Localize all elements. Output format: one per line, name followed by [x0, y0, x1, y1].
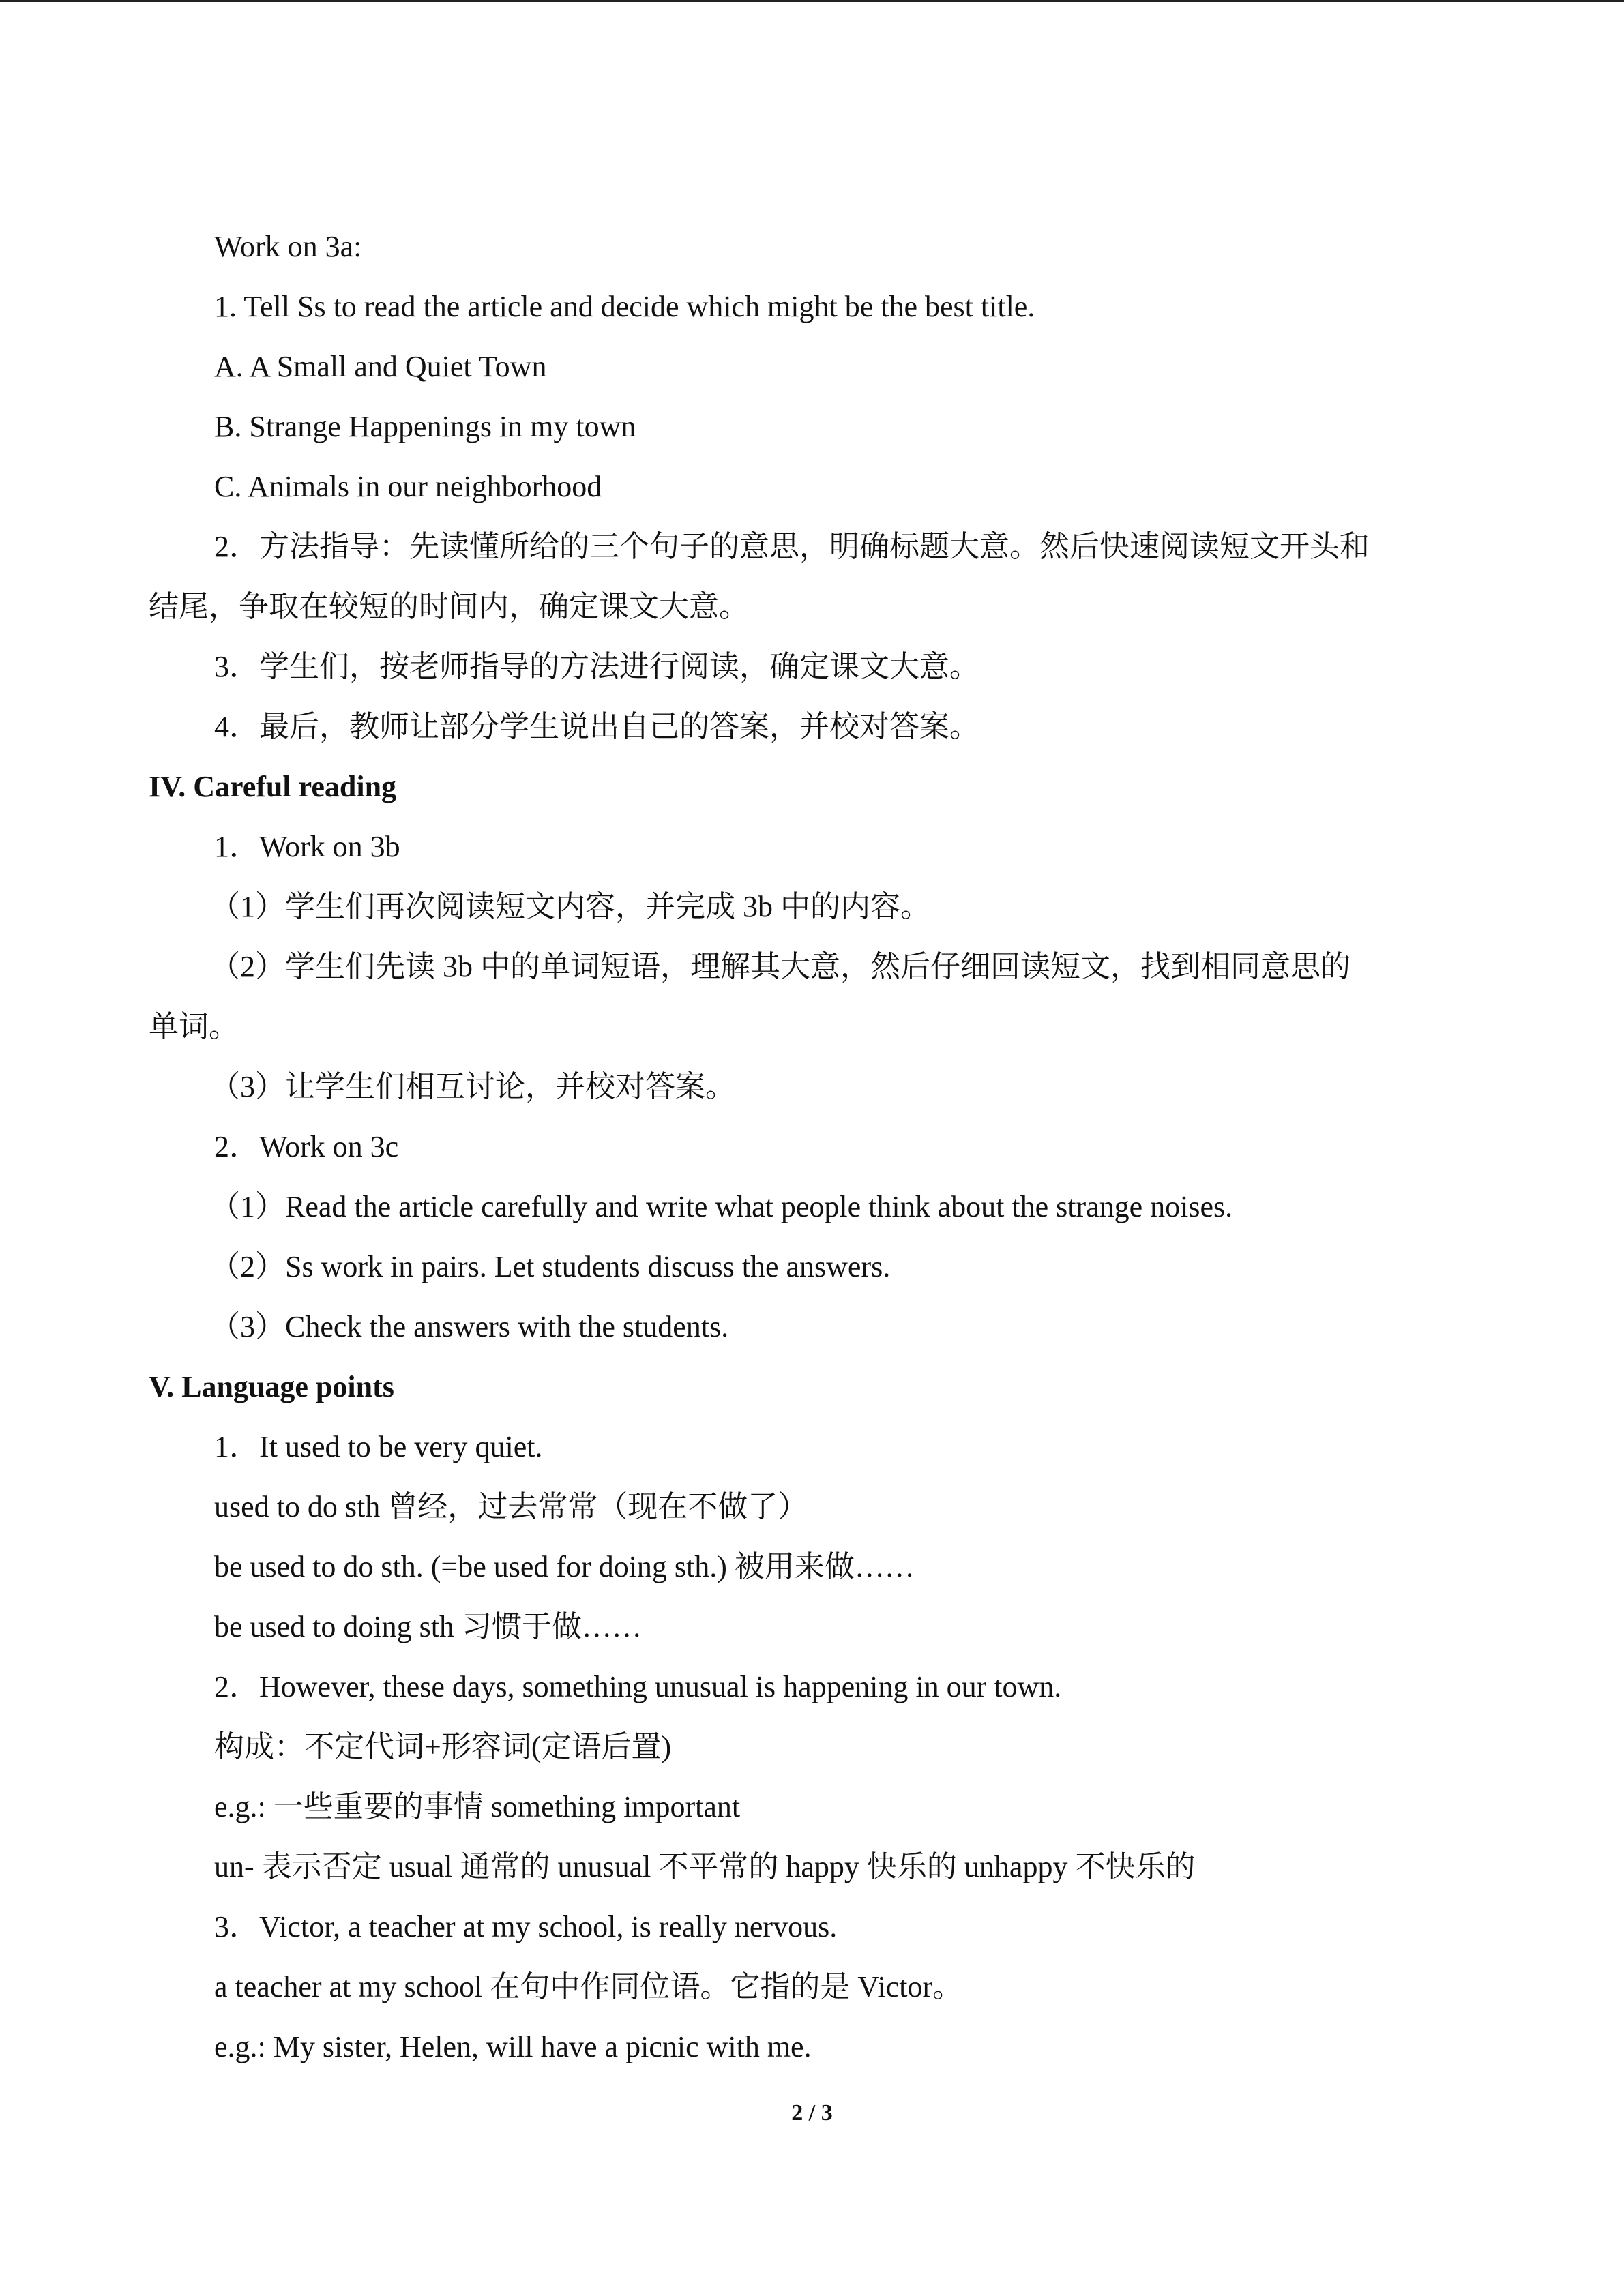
text-line: 2．However, these days, something unusual is happening in our town.	[214, 1670, 1062, 1703]
text-line: Work on 3a:	[214, 230, 362, 263]
text-line: 2．方法指导：先读懂所给的三个句子的意思，明确标题大意。然后快速阅读短文开头和	[214, 530, 1370, 563]
text-line: 构成：不定代词+形容词(定语后置)	[214, 1730, 672, 1763]
text-line: A. A Small and Quiet Town	[214, 350, 547, 383]
text-line: （3）让学生们相互讨论，并校对答案。	[210, 1070, 735, 1103]
text-line: 1．Work on 3b	[214, 830, 400, 863]
text-line: （1）学生们再次阅读短文内容，并完成 3b 中的内容。	[210, 890, 930, 923]
text-line: （3）Check the answers with the students.	[210, 1310, 729, 1343]
text-line: 4．最后，教师让部分学生说出自己的答案，并校对答案。	[214, 710, 979, 743]
text-line: e.g.: My sister, Helen, will have a picnic with me.	[214, 2030, 812, 2063]
page-top-rule	[0, 0, 1624, 2]
text-line: 3．学生们，按老师指导的方法进行阅读，确定课文大意。	[214, 650, 979, 683]
text-line: （1）Read the article carefully and write what people think about the strange noises.	[210, 1190, 1233, 1223]
text-line: （2）学生们先读 3b 中的单词短语，理解其大意，然后仔细回读短文，找到相同意思的	[210, 950, 1350, 983]
text-line: 结尾，争取在较短的时间内，确定课文大意。	[149, 590, 749, 623]
text-line: B. Strange Happenings in my town	[214, 410, 636, 443]
text-line: （2）Ss work in pairs. Let students discuss the answers.	[210, 1250, 891, 1283]
text-line: e.g.: 一些重要的事情 something important	[214, 1790, 741, 1823]
text-line: 1. Tell Ss to read the article and decide which might be the best title.	[214, 290, 1035, 323]
section-heading: V. Language points	[149, 1370, 394, 1403]
section-heading: IV. Careful reading	[149, 770, 397, 803]
text-line: 单词。	[149, 1010, 239, 1043]
text-line: C. Animals in our neighborhood	[214, 470, 602, 503]
text-line: used to do sth 曾经，过去常常（现在不做了）	[214, 1490, 808, 1523]
text-line: 1．It used to be very quiet.	[214, 1430, 543, 1463]
text-line: 3．Victor, a teacher at my school, is really nervous.	[214, 1910, 838, 1943]
document-body	[149, 217, 1486, 2077]
page-number: 2 / 3	[791, 2100, 833, 2126]
text-line: be used to doing sth 习惯于做……	[214, 1610, 642, 1643]
text-line: be used to do sth. (=be used for doing sth.) 被用来做……	[214, 1550, 915, 1583]
text-line: a teacher at my school 在句中作同位语。它指的是 Victor。	[214, 1970, 963, 2003]
text-line: un- 表示否定 usual 通常的 unusual 不平常的 happy 快乐的 unhappy 不快乐的	[214, 1850, 1196, 1883]
text-line: 2．Work on 3c	[214, 1130, 399, 1163]
